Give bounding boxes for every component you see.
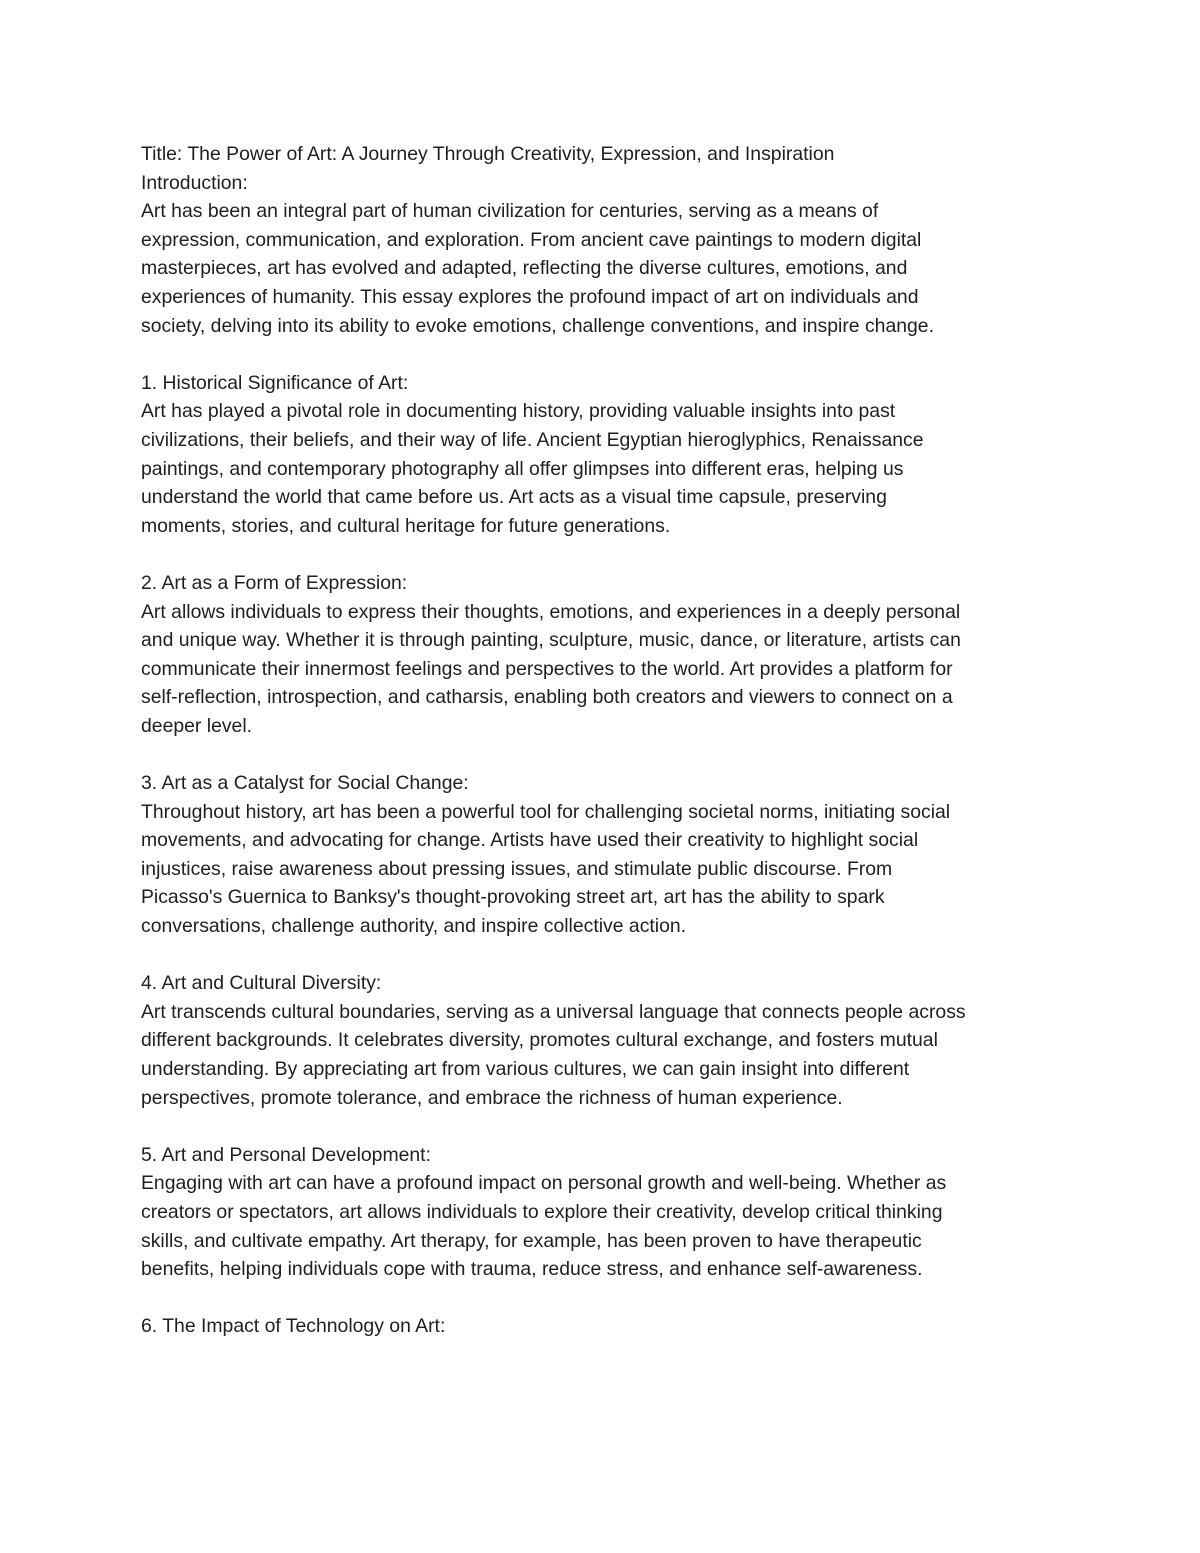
document-body — [141, 140, 1066, 1370]
section-heading: 4. Art and Cultural Diversity: — [141, 972, 382, 995]
section-heading: 6. The Impact of Technology on Art: — [141, 1315, 446, 1338]
section-cultural-diversity — [141, 969, 1066, 1112]
section-social-change — [141, 769, 1066, 941]
section-body: Art has played a pivotal role in documenting history, providing valuable insights into past civilizations, their beliefs, and their way of life. Ancient Egyptian hieroglyphics, Renaissance paintings, and contemporary photography all offer glimpses into different eras, helping us understand the world that came before us. Art acts as a visual time capsule, preserving moments, stories, and cultural heritage for future generations. — [141, 400, 924, 537]
section-personal-development — [141, 1141, 1066, 1284]
document-title: Title: The Power of Art: A Journey Through Creativity, Expression, and Inspiration — [141, 143, 835, 165]
section-body: Engaging with art can have a profound impact on personal growth and well-being. Whether as creators or spectators, art allows individuals to explore their creativity, develop critical thinking skills, and cultivate empathy. Art therapy, for example, has been proven to have therapeutic benefits, helping individuals cope with trauma, reduce stress, and enhance self-awareness. — [141, 1172, 947, 1281]
section-technology-impact — [141, 1312, 1066, 1341]
section-form-of-expression — [141, 569, 1066, 741]
section-historical-significance — [141, 369, 1066, 541]
section-body: Art allows individuals to express their thoughts, emotions, and experiences in a deeply personal and unique way. Whether it is through painting, sculpture, music, dance, or literature, artists can communicate their innermost feelings and perspectives to the world. Art provides a platform for self-reflection, introspection, and catharsis, enabling both creators and viewers to connect on a deeper level. — [141, 600, 961, 737]
section-heading: 2. Art as a Form of Expression: — [141, 571, 408, 594]
section-heading: 1. Historical Significance of Art: — [141, 371, 409, 394]
section-body: Throughout history, art has been a powerful tool for challenging societal norms, initiating social movements, and advocating for change. Artists have used their creativity to highlight social injustices, raise awareness about pressing issues, and stimulate public discourse. From Picasso's Guernica to Banksy's thought-provoking street art, art has the ability to spark conversations, challenge authority, and inspire collective action. — [141, 800, 951, 938]
section-body: Art transcends cultural boundaries, serving as a universal language that connects people across different backgrounds. It celebrates diversity, promotes cultural exchange, and fosters mutual understanding. By appreciating art from various cultures, we can gain insight into different perspectives, promote tolerance, and embrace the richness of human experience. — [141, 1000, 966, 1109]
section-introduction — [141, 169, 1066, 341]
section-heading: Introduction: — [141, 171, 248, 194]
section-heading: 3. Art as a Catalyst for Social Change: — [141, 772, 469, 795]
section-heading: 5. Art and Personal Development: — [141, 1143, 431, 1166]
section-body: Art has been an integral part of human civilization for centuries, serving as a means of expression, communication, and exploration. From ancient cave paintings to modern digital masterpieces, art has evolved and adapted, reflecting the diverse cultures, emotions, and experiences of humanity. This essay explores the profound impact of art on individuals and society, delving into its ability to evoke emotions, challenge conventions, and inspire change. — [141, 200, 934, 337]
